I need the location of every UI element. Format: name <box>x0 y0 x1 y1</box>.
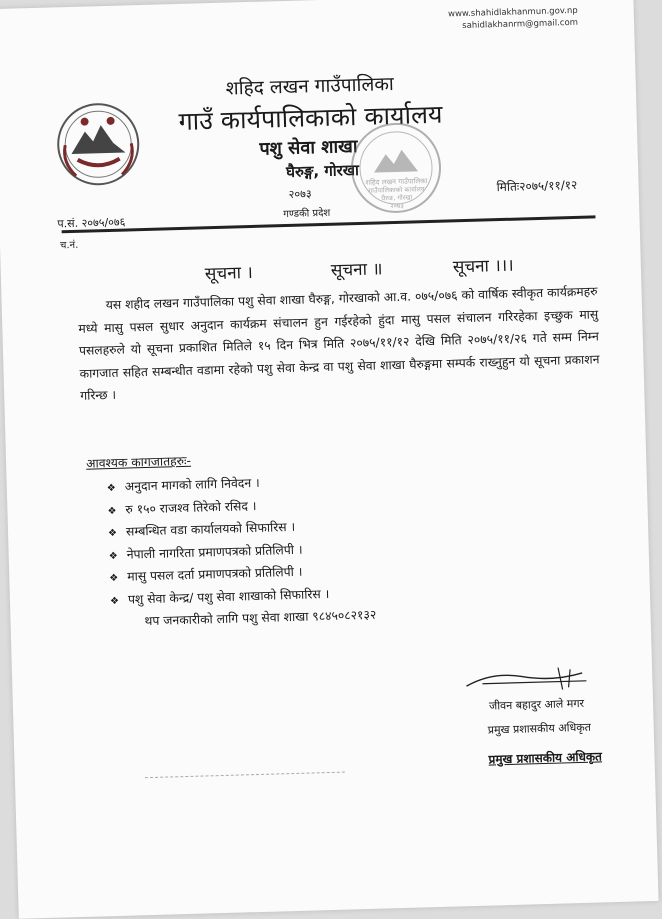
office-title: गाउँ कार्यपालिकाको कार्यालय <box>178 99 443 136</box>
bullet-icon: ❖ <box>108 550 118 562</box>
requirements-list <box>107 470 330 611</box>
requirement-text: रु १५० राजश्व तिरेको रसिद । <box>125 498 257 517</box>
established-year: २०७३ <box>288 187 312 201</box>
notice-title-3: सूचना ।।। <box>452 255 514 278</box>
requirement-text: पशु सेवा केन्द्र/ पशु सेवा शाखाको सिफारिस । <box>127 586 330 607</box>
branch-name: पशु सेवा शाखा <box>259 136 358 160</box>
stamp-line2: गाउँपालिकाको कार्यालय <box>368 185 425 195</box>
dispatch-number: च.नं. <box>59 239 79 252</box>
notice-title-1: सूचना । <box>204 262 254 285</box>
stamp-line1: शहिद लखन गाउँपालिका <box>365 177 428 187</box>
contact-phone-line: थप जनकारीको लागि पशु सेवा शाखा ९८४५०८२१३२ <box>144 607 377 629</box>
notice-title-2: सूचना ॥ <box>330 259 383 281</box>
office-seal-stamp <box>347 119 446 218</box>
handwritten-signature <box>462 663 593 697</box>
signatory-name: जीवन बहादुर आले मगर <box>488 696 585 713</box>
requirement-text: अनुदान मागको लागि निवेदन । <box>124 475 260 494</box>
bullet-icon: ❖ <box>109 572 119 585</box>
faint-divider <box>145 772 345 779</box>
requirement-text: मासु पसल दर्ता प्रमाणपत्रको प्रतिलिपी । <box>127 564 303 584</box>
office-location: घैरुङ्ग, गोरखा <box>285 160 360 182</box>
requirement-text: नेपाली नागरिता प्रमाणपत्रको प्रतिलिपी । <box>126 542 303 562</box>
stamp-line3: घैरुङ, गोरखा <box>381 193 413 203</box>
notice-body-paragraph: यस शहीद लखन गाउँपालिका पशु सेवा शाखा घैरुङ्ग, गोरखाको आ.व. ०७५/०७६ को वार्षिक स्वीकृत कार्यक्रमहरु मध्ये मासु पसल सुधार अनुदान कार्यक्रम संचालन हुन गईरहेको हुंदा मासु पसल संचालन गरिरहेका इच्छुक मासु पसलहरुले यो सूचना प्रकाशित मितिले १५ दिन भित्र मिति २०७५/११/१२ देखि मिति २०७५/११/२६ गते सम्म निम्न कागजात सहित सम्बन्धीत वडामा रहेको पशु सेवा केन्द्र वा पशु सेवा शाखा घैरुङ्गमा सम्पर्क राख्नुहुन यो सूचना प्रकाशन गरिन्छ । <box>78 284 600 403</box>
letter-date: मितिः२०७५/११/१२ <box>496 177 578 195</box>
signatory-designation-stamp: प्रमुख प्रशासकीय अधिकृत <box>488 749 603 767</box>
contact-info <box>448 5 578 33</box>
bullet-icon: ❖ <box>106 482 116 495</box>
letter-reference-number: प.सं. २०७५/०७६ <box>57 215 126 231</box>
bullet-icon: ❖ <box>107 505 117 517</box>
signatory-title: प्रमुख प्रशासकीय अधिकृत <box>487 720 592 737</box>
email-text: sahidlakhanrm@gmail.com <box>462 17 579 32</box>
municipality-name: शहिद लखन गाउँपालिका <box>225 72 395 100</box>
nepal-emblem-icon <box>54 100 142 188</box>
requirements-heading: आवश्यक कागजातहरुः- <box>85 453 192 471</box>
requirement-text: सम्बन्धित वडा कार्यालयको सिफारिस । <box>125 519 296 539</box>
stamp-line4: २०७३ <box>390 201 404 211</box>
website-text: www.shahidlakhanmun.gov.np <box>447 5 578 20</box>
bullet-icon: ❖ <box>109 595 120 607</box>
bullet-icon: ❖ <box>107 527 118 540</box>
province-name: गण्डकी प्रदेश <box>283 207 331 221</box>
